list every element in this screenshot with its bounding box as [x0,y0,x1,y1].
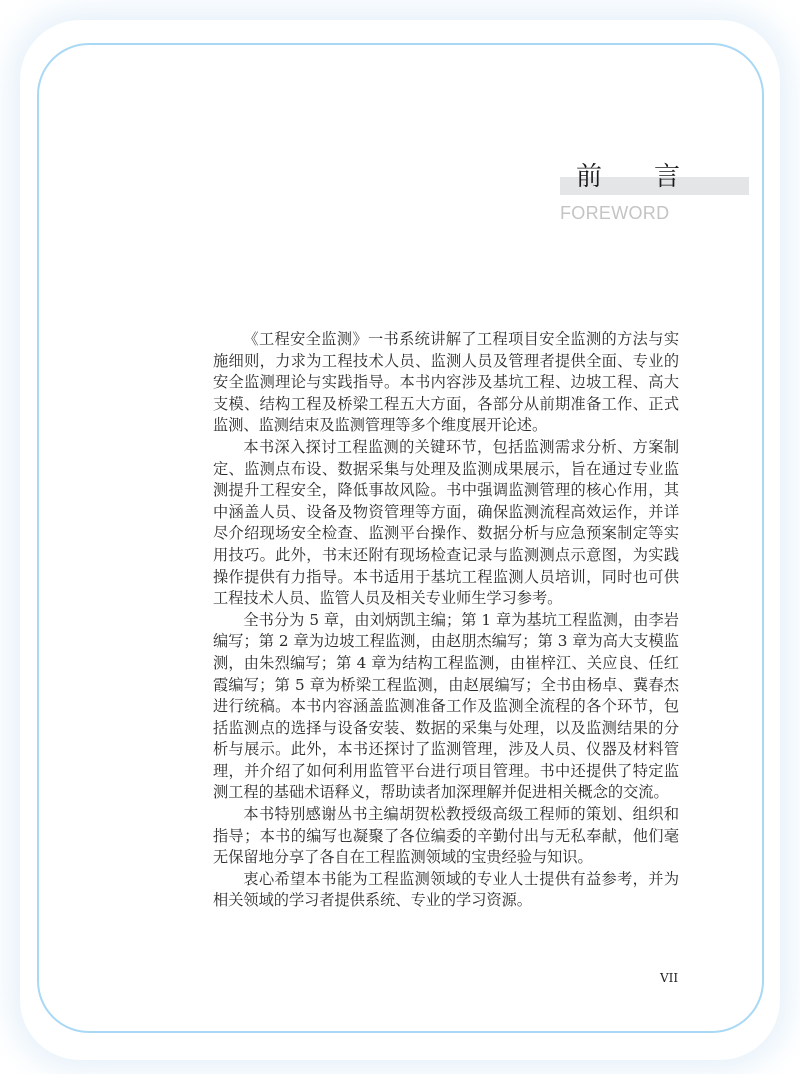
paragraph: 全书分为 5 章，由刘炳凯主编；第 1 章为基坑工程监测，由李岩编写；第 2 章为边坡工程监测，由赵朋杰编写；第 3 章为高大支模监测，由朱烈编写；第 4 章为结构工程监测，由崔梓江、关应良、任红霞编写；第 5 章为桥梁工程监测，由赵展编写；全书由杨卓、冀春杰进行统稿。本书内容涵盖监测准备工作及监测全流程的各个环节，包括监测点的选择与设备安装、数据的采集与处理，以及监测结果的分析与展示。此外，本书还探讨了监测管理，涉及人员、仪器及材料管理，并介绍了如何利用监管平台进行项目管理。书中还提供了特定监测工程的基础术语释义，帮助读者加深理解并促进相关概念的交流。 [213,610,679,802]
paragraph: 本书特别感谢丛书主编胡贺松教授级高级工程师的策划、组织和指导；本书的编写也凝聚了各位编委的辛勤付出与无私奉献，他们毫无保留地分享了各自在工程监测领域的宝贵经验与知识。 [213,805,679,867]
page-subtitle: FOREWORD [560,203,670,223]
page-title [576,160,680,194]
title-char-1: 前 [576,162,603,192]
paragraph: 《工程安全监测》一书系统讲解了工程项目安全监测的方法与实施细则，力求为工程技术人员、监测人员及管理者提供全面、专业的安全监测理论与实践指导。本书内容涉及基坑工程、边坡工程、高大支模、结构工程及桥梁工程五大方面，各部分从前期准备工作、正式监测、监测结束及监测管理等多个维度展开论述。 [213,330,679,435]
foreword-body [213,329,679,912]
page-number: VII [660,971,679,985]
paragraph: 本书深入探讨工程监测的关键环节，包括监测需求分析、方案制定、监测点布设、数据采集与处理及监测成果展示，旨在通过专业监测提升工程安全，降低事故风险。书中强调监测管理的核心作用，其中涵盖人员、设备及物资管理等方面，确保监测流程高效运作，并详尽介绍现场安全检查、监测平台操作、数据分析与应急预案制定等实用技巧。此外，书末还附有现场检查记录与监测测点示意图，为实践操作提供有力指导。本书适用于基坑工程监测人员培训，同时也可供工程技术人员、监管人员及相关专业师生学习参考。 [213,437,679,608]
paragraph: 衷心希望本书能为工程监测领域的专业人士提供有益参考，并为相关领域的学习者提供系统、专业的学习资源。 [213,869,679,910]
title-char-2: 言 [653,162,680,192]
